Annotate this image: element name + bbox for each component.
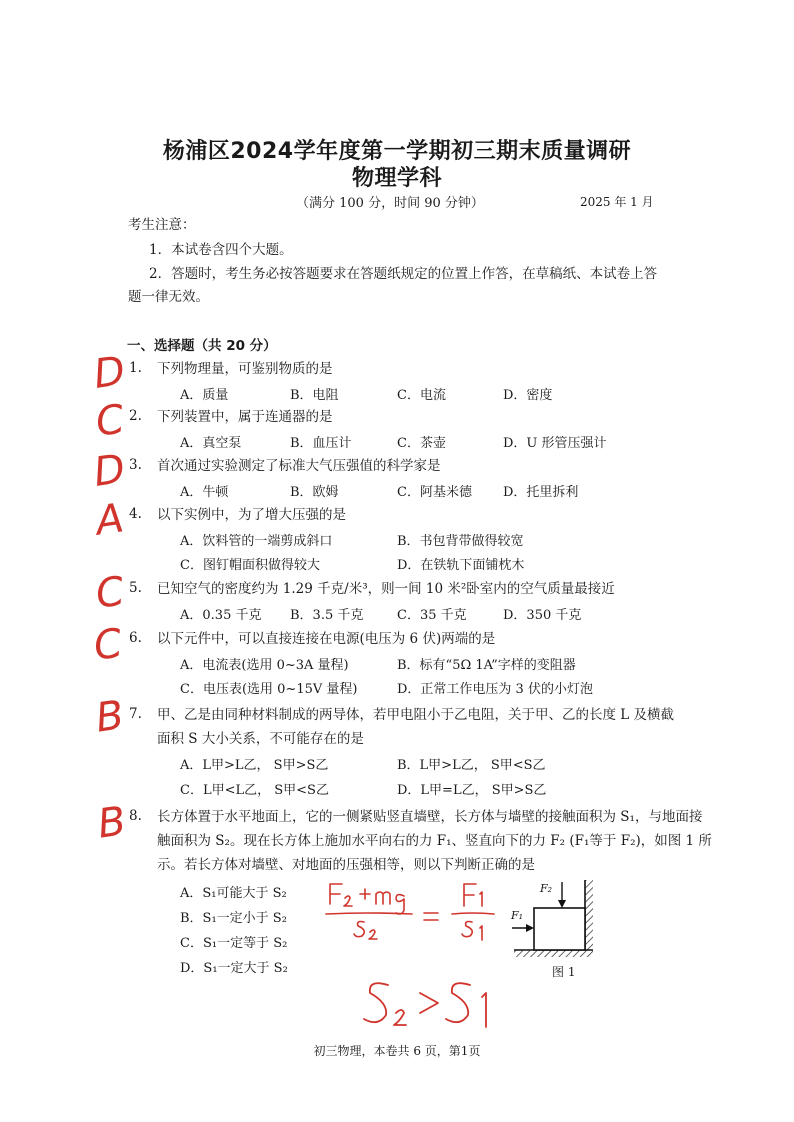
option-c: C．L甲<L乙， S甲<S乙: [180, 783, 329, 798]
question-stem: 甲、乙是由同种材料制成的两导体，若甲电阻小于乙电阻，关于甲、乙的长度 L 及横截: [157, 707, 675, 723]
answer-mark: B: [92, 692, 127, 742]
option-a: A．牛顿: [180, 485, 229, 500]
handwritten-equation-sketch: [320, 876, 510, 956]
option-b: B．S₁一定小于 S₂: [180, 911, 287, 926]
option-d: D．L甲=L乙， S甲>S乙: [397, 783, 547, 798]
option-c: C．电压表(选用 0~15V 量程): [180, 682, 358, 697]
question-number: 1.: [129, 360, 142, 376]
option-a: A．饮料管的一端剪成斜口: [180, 534, 333, 549]
option-a: A．电流表(选用 0~3A 量程): [180, 658, 349, 673]
answer-mark: C: [92, 396, 128, 446]
question-stem: 以下实例中，为了增大压强的是: [157, 507, 346, 523]
notice-item-1: 1．本试卷含四个大题。: [149, 242, 293, 258]
answer-mark: A: [92, 495, 127, 545]
answer-mark: C: [92, 568, 128, 618]
question-number: 3.: [129, 457, 142, 473]
option-a: A．真空泵: [180, 436, 242, 451]
option-c: C．阿基米德: [397, 485, 472, 500]
page-title: 杨浦区2024学年度第一学期初三期末质量调研: [162, 139, 632, 164]
question-number: 4.: [129, 506, 142, 522]
exam-date: 2025 年 1 月: [580, 195, 654, 209]
option-a: A．0.35 千克: [180, 608, 262, 623]
option-d: D．U 形管压强计: [503, 436, 607, 451]
figure-1-diagram: [510, 878, 602, 976]
option-b: B．L甲>L乙， S甲<S乙: [397, 758, 546, 773]
section-heading: 一、选择题（共 20 分）: [127, 338, 277, 354]
option-d: D．托里拆利: [503, 485, 579, 500]
option-a: A．L甲>L乙， S甲>S乙: [180, 758, 329, 773]
option-c: C．电流: [397, 388, 446, 403]
question-stem-cont: 面积 S 大小关系，不可能存在的是: [157, 731, 364, 747]
question-number: 6.: [129, 630, 142, 646]
option-d: D．正常工作电压为 3 伏的小灯泡: [397, 682, 593, 697]
answer-mark: C: [90, 620, 126, 670]
option-a: A．S₁可能大于 S₂: [180, 886, 287, 901]
option-b: B．血压计: [290, 436, 352, 451]
notice-item-2-cont: 题一律无效。: [128, 289, 209, 305]
answer-mark: D: [90, 446, 128, 496]
question-stem: 已知空气的密度约为 1.29 千克/米³，则一间 10 米²卧室内的空气质量最接近: [157, 581, 615, 597]
subject-title: 物理学科: [351, 166, 442, 191]
option-d: D．350 千克: [503, 608, 582, 623]
option-b: B．3.5 千克: [290, 608, 364, 623]
option-c: C．S₁一定等于 S₂: [180, 936, 288, 951]
notice-heading: 考生注意：: [128, 217, 196, 233]
question-stem-cont: 触面积为 S₂。现在长方体上施加水平向右的力 F₁、竖直向下的力 F₂ (F₁等于 F₂)，如图 1 所: [157, 833, 712, 849]
option-b: B．书包背带做得较宽: [397, 534, 524, 549]
question-number: 7.: [129, 706, 142, 722]
page-footer: 初三物理，本卷共 6 页，第1页: [313, 1044, 481, 1058]
question-stem: 首次通过实验测定了标准大气压强值的科学家是: [157, 458, 441, 474]
question-number: 2.: [129, 408, 142, 424]
option-a: A．质量: [180, 388, 229, 403]
notice-item-2: 2．答题时，考生务必按答题要求在答题纸规定的位置上作答，在草稿纸、本试卷上答: [149, 266, 658, 282]
option-d: D．在铁轨下面铺枕木: [397, 558, 525, 573]
question-stem: 以下元件中，可以直接连接在电源(电压为 6 伏)两端的是: [157, 631, 496, 647]
force-label-f1: F₁: [511, 909, 524, 922]
answer-mark: B: [94, 798, 129, 848]
question-stem: 下列物理量，可鉴别物质的是: [157, 361, 333, 377]
exam-info: （满分 100 分，时间 90 分钟）: [296, 196, 484, 211]
option-b: B．电阻: [290, 388, 339, 403]
question-stem: 下列装置中，属于连通器的是: [157, 409, 333, 425]
handwritten-result-sketch: [358, 975, 508, 1035]
question-stem-cont: 示。若长方体对墙壁、对地面的压强相等，则以下判断正确的是: [157, 857, 535, 873]
figure-caption: 图 1: [552, 965, 576, 979]
option-b: B．欧姆: [290, 485, 339, 500]
option-c: C．茶壶: [397, 436, 446, 451]
option-c: C．35 千克: [397, 608, 467, 623]
question-stem: 长方体置于水平地面上，它的一侧紧贴竖直墙壁，长方体与墙壁的接触面积为 S₁，与地面接: [157, 809, 703, 825]
answer-mark: D: [90, 348, 128, 398]
question-number: 8.: [129, 808, 142, 824]
option-b: B．标有“5Ω 1A”字样的变阻器: [397, 658, 576, 673]
option-d: D．S₁一定大于 S₂: [180, 961, 288, 976]
option-d: D．密度: [503, 388, 553, 403]
option-c: C．图钉帽面积做得较大: [180, 558, 320, 573]
question-number: 5.: [129, 580, 142, 596]
force-label-f2: F₂: [540, 882, 553, 895]
